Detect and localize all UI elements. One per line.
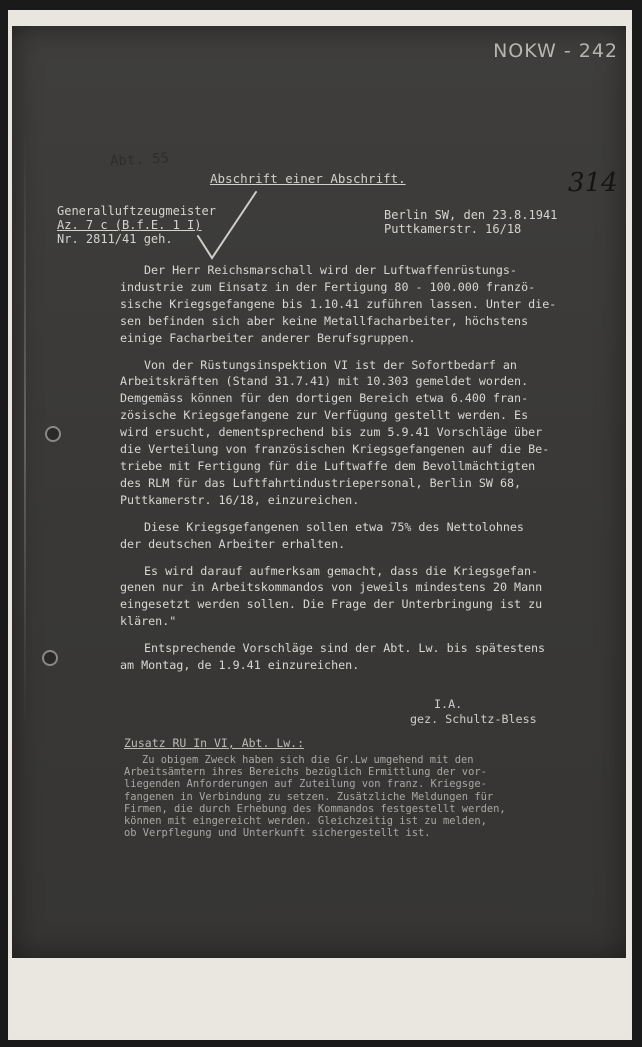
body-line: am Montag, de 1.9.41 einzureichen. [120, 658, 360, 673]
page-number: 314 [568, 168, 618, 198]
body-line: sen befinden sich aber keine Metallfacharbeiter, höchstens [120, 313, 529, 328]
addendum-line: können mit eingereicht werden. Gleichzeitig ist zu melden, [124, 815, 487, 828]
body-line: eingesetzt werden sollen. Die Frage der Unterbringung ist zu [120, 597, 543, 612]
addendum-line: fangenen in Verbindung zu setzen. Zusätzliche Meldungen für [124, 790, 494, 803]
body-line: genen nur in Arbeitskommandos von jeweils mindestens 20 Mann [120, 580, 543, 595]
place-date-block [384, 208, 557, 236]
signature-ia: I.A. [434, 697, 463, 711]
body-line: zösische Kriegsgefangene zur Verfügung gestellt werden. Es [120, 408, 529, 423]
addendum-title: Zusatz RU In VI, Abt. Lw.: [124, 736, 305, 750]
sender-line: Generalluftzeugmeister [57, 204, 216, 218]
sender-reference: Az. 7 c (B.f.E. 1 I) [57, 218, 202, 232]
sender-block [57, 204, 216, 246]
body-line: Diese Kriegsgefangenen sollen etwa 75% des Nettolohnes [144, 519, 524, 534]
addendum-line: liegenden Anforderungen auf Zuteilung von franz. Kriegsge- [124, 778, 487, 791]
address: Puttkamerstr. 16/18 [384, 222, 522, 236]
document-number: NOKW - 242 [493, 40, 618, 62]
addendum-line: Arbeitsämtern ihres Bereichs bezüglich Ermittlung der vor- [124, 766, 487, 779]
addendum-line: Firmen, die durch Erhebung des Kommandos festgestellt werden, [124, 802, 506, 815]
body-line: Puttkamerstr. 16/18, einzureichen. [120, 492, 360, 507]
signature-block [410, 697, 537, 727]
addendum-text [124, 754, 506, 839]
body-line: Arbeitskräften (Stand 31.7.41) mit 10.303 gemeldet worden. [120, 374, 529, 389]
signature-name: gez. Schultz-Bless [410, 712, 537, 726]
body-line: Entsprechende Vorschläge sind der Abt. Lw. bis spätestens [144, 641, 546, 656]
margin-line [24, 130, 26, 730]
place-date: Berlin SW, den 23.8.1941 [384, 208, 558, 222]
document-heading: Abschrift einer Abschrift. [210, 171, 406, 186]
body-line: klären." [120, 614, 177, 629]
addendum-line: Zu obigem Zweck haben sich die Gr.Lw umgehend mit den [142, 754, 474, 766]
body-line: der deutschen Arbeiter erhalten. [120, 536, 346, 551]
letter-body [120, 262, 556, 674]
body-line: industrie zum Einsatz in der Fertigung 80 - 100.000 franzö- [120, 279, 536, 294]
body-line: einige Facharbeiter anderer Berufsgruppen. [120, 330, 416, 345]
body-line: Es wird darauf aufmerksam gemacht, dass die Kriegsgefan- [144, 563, 539, 578]
addendum-line: ob Verpflegung und Unterkunft sichergestellt ist. [124, 827, 431, 840]
body-line: sische Kriegsgefangene bis 1.10.41 zuführen lassen. Unter die- [120, 296, 557, 311]
body-line: Von der Rüstungsinspektion VI ist der Sofortbedarf an [144, 357, 517, 372]
punch-hole-icon [42, 650, 58, 666]
punch-hole-icon [45, 426, 61, 442]
body-line: wird ersucht, dementsprechend bis zum 5.9.41 Vorschläge über [120, 425, 543, 440]
sender-number: Nr. 2811/41 geh. [57, 232, 173, 246]
bottom-paper-strip [12, 958, 626, 1034]
body-line: Demgemäss können für den dortigen Bereich etwa 6.400 fran- [120, 391, 529, 406]
body-line: des RLM für das Luftfahrtindustriepersonal, Berlin SW 68, [120, 475, 522, 490]
body-line: die Verteilung von französischen Kriegsgefangenen auf die Be- [120, 442, 550, 457]
body-line: triebe mit Fertigung für die Luftwaffe dem Bevollmächtigten [120, 458, 536, 473]
faint-stamp: Abt. 55 [109, 150, 170, 170]
body-line: Der Herr Reichsmarschall wird der Luftwaffenrüstungs- [144, 263, 517, 277]
